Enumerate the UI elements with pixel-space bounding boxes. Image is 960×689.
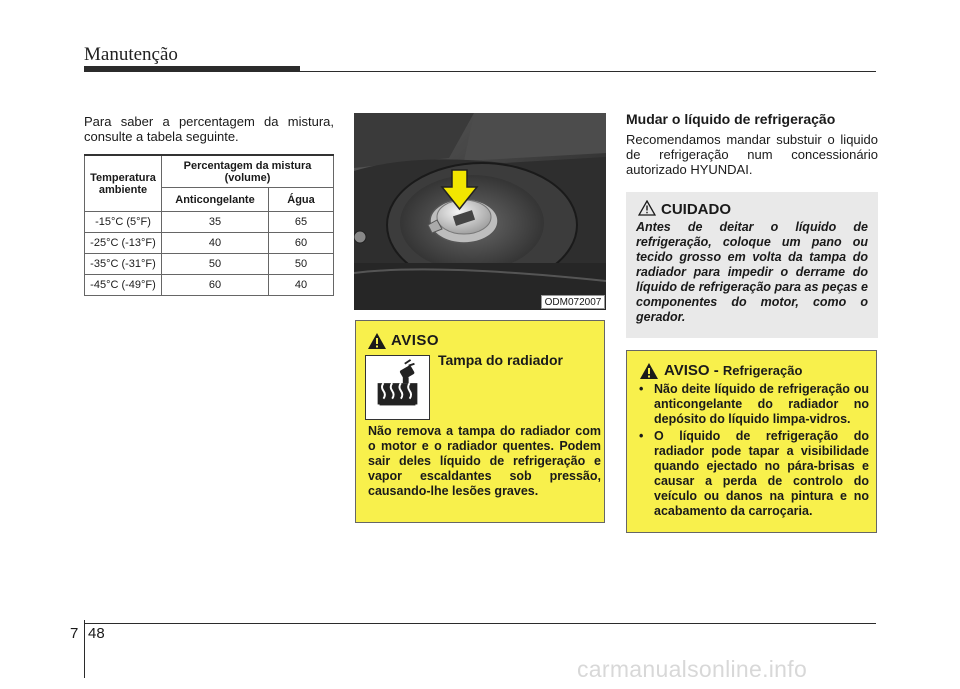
page-section-title: Manutenção [84,44,178,65]
intro-text: Para saber a percentagem da mistura, consulte a tabela seguinte. [84,114,334,144]
warning-subtitle: Tampa do radiador [438,352,563,368]
header-water: Água [269,188,334,212]
section-text: Recomendamos mandar substuir o liquido de refrigeração num concessionário autorizado HYUNDAI. [626,132,878,177]
section-title: Mudar o líquido de refrigeração [626,111,836,127]
warning-triangle-icon [367,332,387,350]
cell-antifreeze: 40 [162,233,269,254]
warning-triangle-icon [638,200,656,216]
cell-temp: -45°C (-49°F) [85,275,162,296]
header-percentage: Percentagem da mistura (volume) [162,155,334,188]
header-temperature: Temperatura ambiente [85,155,162,212]
cell-antifreeze: 60 [162,275,269,296]
watermark: carmanualsonline.info [577,656,808,682]
warning-text: Não remova a tampa do radiador com o motor e o radiador quentes. Podem sair deles líquido de refrigeração e vapor escaldantes sob pressão, causando-lhe lesões graves. [368,424,601,498]
table-row [85,212,334,233]
cell-antifreeze: 50 [162,254,269,275]
cell-water: 60 [269,233,334,254]
cell-antifreeze: 35 [162,212,269,233]
header-rule [84,71,876,72]
warning-title-main: AVISO - [664,362,719,379]
warning-title: AVISO [391,332,440,349]
table-row [85,233,334,254]
footer-divider [84,620,85,678]
cell-water: 40 [269,275,334,296]
table-row [85,275,334,296]
cell-water: 50 [269,254,334,275]
cell-water: 65 [269,212,334,233]
caution-box [626,192,878,338]
cell-temp: -35°C (-31°F) [85,254,162,275]
table-row [85,254,334,275]
chapter-number: 7 [70,625,79,642]
warning-coolant-box [626,350,877,533]
caution-title: CUIDADO [661,201,731,218]
warning-radiator-cap-box [355,320,605,523]
mixture-table [84,154,334,296]
cell-temp: -25°C (-13°F) [85,233,162,254]
photo-code: ODM072007 [541,295,605,309]
header-antifreeze: Anticongelante [162,188,269,212]
radiator-hot-icon [365,355,430,420]
caution-text: Antes de deitar o líquido de refrigeração, coloque um pano ou tecido grosso em volta da tampa do radiador para impedir o derrame do líquido de refrigeração para as peças e componentes do motor, como o gerador. [636,220,868,324]
cell-temp: -15°C (5°F) [85,212,162,233]
warning-list [637,382,869,521]
page-number: 48 [88,625,105,642]
warning-title-sub: Refrigeração [722,363,803,378]
warning-title [664,362,802,379]
warning-triangle-icon [639,362,659,380]
radiator-cap-photo [354,113,606,310]
list-item: • Não deite líquido de refrigeração ou anticongelante do radiador no depósito do líquido limpa-vidros. [637,382,869,427]
footer-rule [84,623,876,624]
list-item: • O líquido de refrigeração do radiador pode tapar a visibilidade quando ejectado no pára-brisas e causar a perda de controlo do veículo ou danos na pintura e no acabamento da carroçaria. [637,429,869,519]
